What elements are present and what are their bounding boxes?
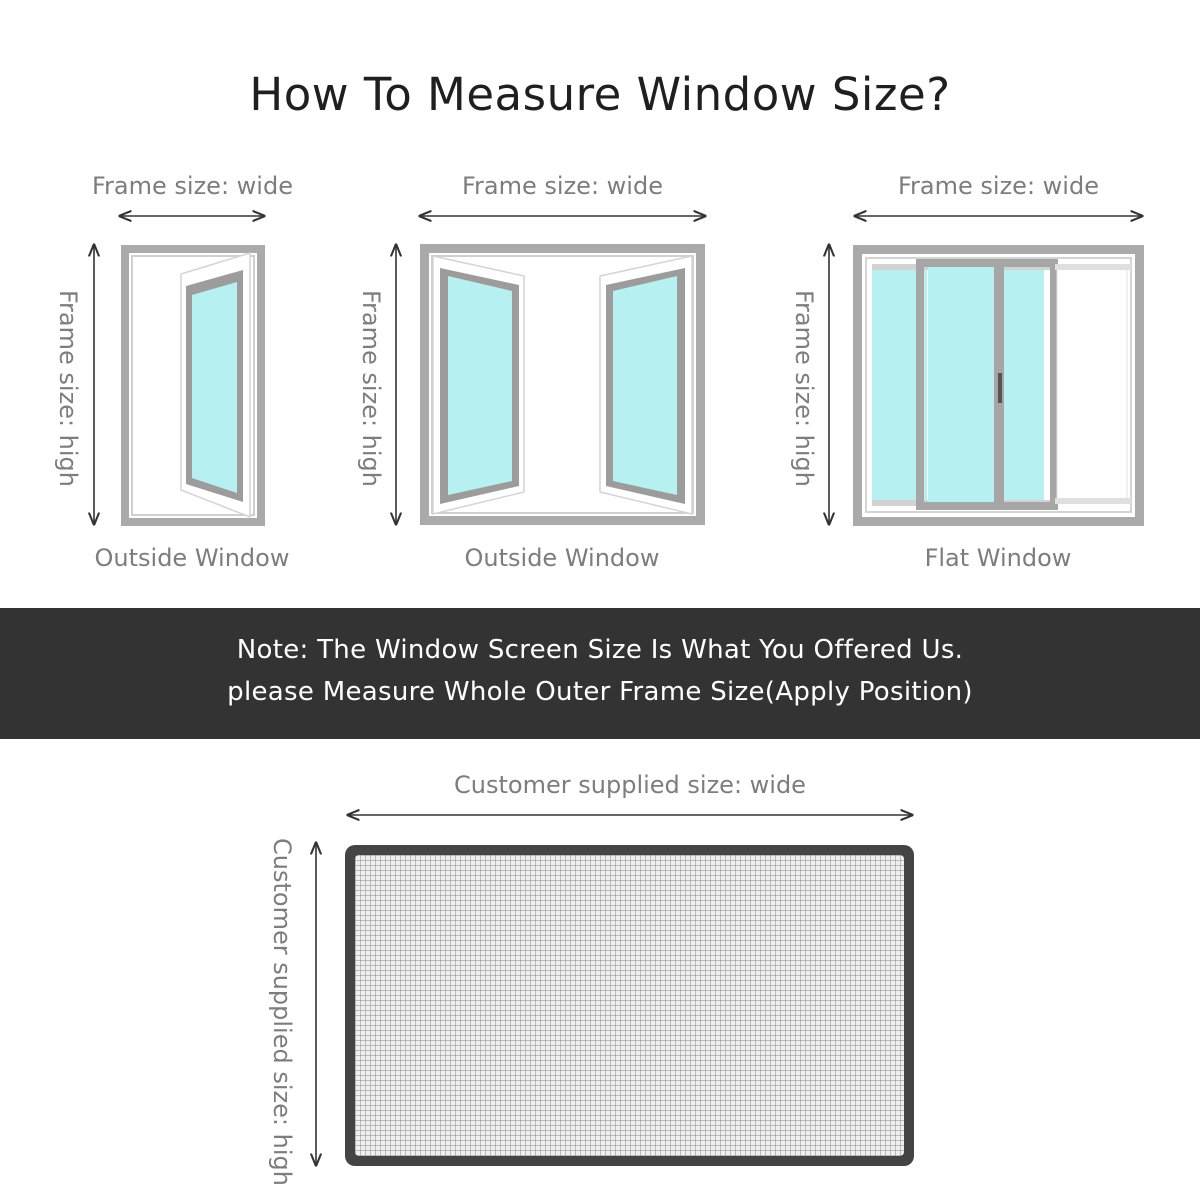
window-2-outside-double-casement xyxy=(420,244,705,525)
diagram-3-wide-label: Frame size: wide xyxy=(898,172,1099,200)
note-line-2: please Measure Whole Outer Frame Size(Apply Position) xyxy=(227,677,973,707)
page-title: How To Measure Window Size? xyxy=(249,68,951,121)
window-screen-mesh xyxy=(345,845,914,1166)
note-line-1: Note: The Window Screen Size Is What You Offered Us. xyxy=(236,635,964,665)
diagram-2-caption: Outside Window xyxy=(464,544,660,572)
screen-wide-label: Customer supplied size: wide xyxy=(454,771,806,799)
diagram-3-high-label: Frame size: high xyxy=(790,290,818,487)
window-1-outside-casement xyxy=(121,245,265,526)
diagram-2-high-label: Frame size: high xyxy=(357,290,385,487)
diagram-2-wide-label: Frame size: wide xyxy=(462,172,663,200)
screen-high-label: Customer supplied size: high xyxy=(268,838,296,1186)
diagram-1-wide-label: Frame size: wide xyxy=(92,172,293,200)
diagram-3-caption: Flat Window xyxy=(924,544,1072,572)
diagram-1-caption: Outside Window xyxy=(94,544,290,572)
diagram-1-high-label: Frame size: high xyxy=(54,290,82,487)
window-3-flat-sliding xyxy=(853,245,1144,526)
